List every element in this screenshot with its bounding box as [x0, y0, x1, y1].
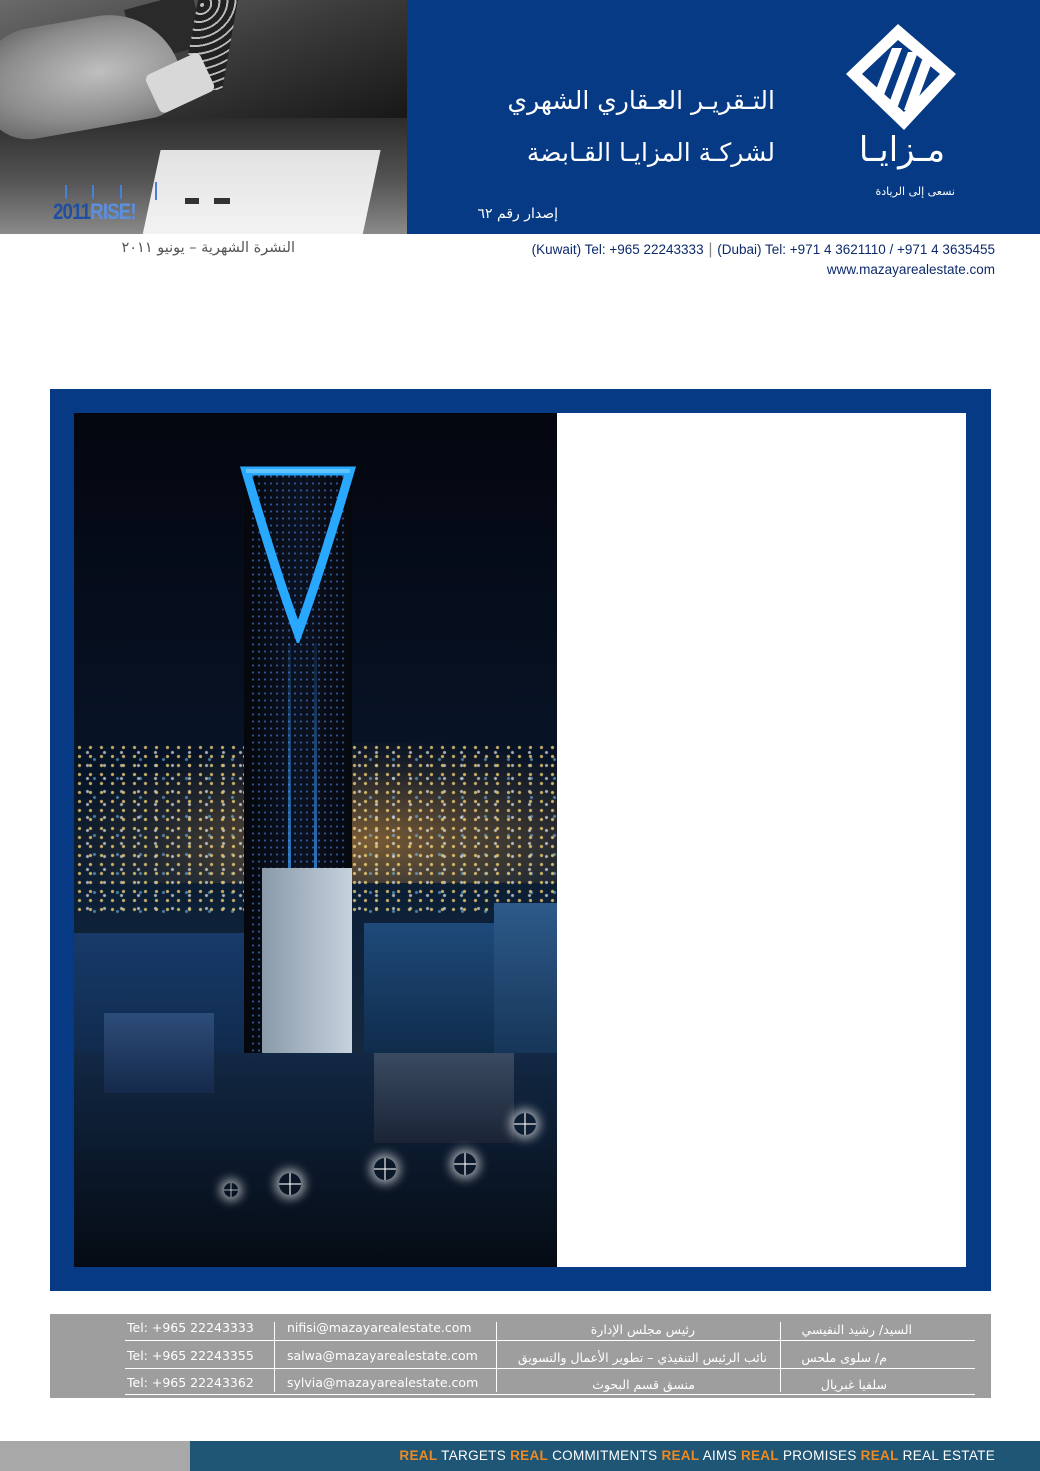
- table-divider: [780, 1322, 781, 1392]
- content-panel: [557, 413, 966, 1267]
- rise-bar: [92, 185, 94, 199]
- city-skyline-photo: [74, 413, 557, 1267]
- table-row-rule: [125, 1368, 975, 1369]
- staff-tel: Tel: +965 22243333: [127, 1320, 254, 1335]
- photo-light-flare: [279, 1173, 301, 1195]
- photo-paper: [139, 150, 380, 234]
- table-row-rule: [125, 1394, 975, 1395]
- staff-title: نائب الرئيس التنفيذي – تطوير الأعمال والتسويق: [517, 1350, 767, 1365]
- staff-name: سلفيا غبريال: [820, 1377, 887, 1392]
- photo-light-flare: [374, 1158, 396, 1180]
- tagline-word: REAL: [661, 1448, 700, 1463]
- tagline-word: PROMISES: [778, 1448, 861, 1463]
- footer-tagline: [190, 1448, 995, 1463]
- issue-number: إصدار رقم ٦٢: [477, 206, 558, 222]
- table-row-rule: [125, 1340, 975, 1341]
- tagline-word: REAL: [399, 1448, 438, 1463]
- photo-rise-tag: [53, 199, 136, 225]
- kuwait-phone: (Kuwait) Tel: +965 22243333: [531, 242, 704, 257]
- contact-phones: [455, 241, 995, 259]
- photo-building: [104, 1013, 214, 1093]
- staff-tel: Tel: +965 22243362: [127, 1375, 254, 1390]
- photo-light-flare: [454, 1153, 476, 1175]
- dubai-phone: (Dubai) Tel: +971 4 3621110 / +971 4 3635455: [717, 242, 995, 257]
- table-divider: [274, 1322, 275, 1392]
- photo-building: [262, 868, 352, 1068]
- tagline-word: REAL: [510, 1448, 549, 1463]
- rise-bar: [120, 185, 122, 199]
- photo-building: [374, 1053, 514, 1143]
- staff-email[interactable]: nifisi@mazayarealestate.com: [287, 1320, 472, 1335]
- phone-separator: |: [708, 241, 713, 258]
- staff-name: السيد/ رشيد النفيسي: [801, 1322, 912, 1337]
- tagline-word: AIMS: [699, 1448, 741, 1463]
- rise-word: RISE!: [90, 199, 136, 224]
- staff-contacts-table: [50, 1314, 991, 1398]
- tagline-word: TARGETS: [437, 1448, 511, 1463]
- photo-piece-small: [214, 198, 230, 204]
- company-name: لشركـة المزايـا القـابضة: [526, 138, 775, 167]
- tower-arch-icon: [240, 463, 356, 643]
- slogan: نسعى إلى الريادة: [875, 185, 955, 198]
- website-link[interactable]: www.mazayarealestate.com: [826, 262, 995, 277]
- tagline-word: REAL: [740, 1448, 779, 1463]
- photo-piece-small: [185, 198, 199, 204]
- staff-name: م/ سلوى ملحس: [801, 1350, 887, 1365]
- mazaya-logo-icon: [842, 22, 960, 132]
- report-title: التـقريـر العـقاري الشهري: [507, 86, 775, 115]
- table-divider: [496, 1322, 497, 1392]
- tagline-word: REAL ESTATE: [898, 1448, 995, 1463]
- staff-title: رئيس مجلس الإدارة: [590, 1322, 695, 1337]
- newsletter-date: النشرة الشهرية – يونيو ٢٠١١: [121, 240, 295, 256]
- staff-title: منسق قسم البحوث: [592, 1377, 695, 1392]
- logo-wordmark: مـزايـا: [858, 130, 946, 170]
- staff-tel: Tel: +965 22243355: [127, 1348, 254, 1363]
- photo-light-flare: [514, 1113, 536, 1135]
- staff-email[interactable]: sylvia@mazayarealestate.com: [287, 1375, 479, 1390]
- tagline-word: COMMITMENTS: [548, 1448, 662, 1463]
- staff-email[interactable]: salwa@mazayarealestate.com: [287, 1348, 478, 1363]
- rise-bar: [65, 185, 67, 199]
- tagline-word: REAL: [860, 1448, 899, 1463]
- footer-gray-block: [0, 1441, 190, 1471]
- rise-bar: [155, 182, 157, 200]
- rise-year: 2011: [53, 199, 91, 224]
- photo-light-flare: [224, 1183, 238, 1197]
